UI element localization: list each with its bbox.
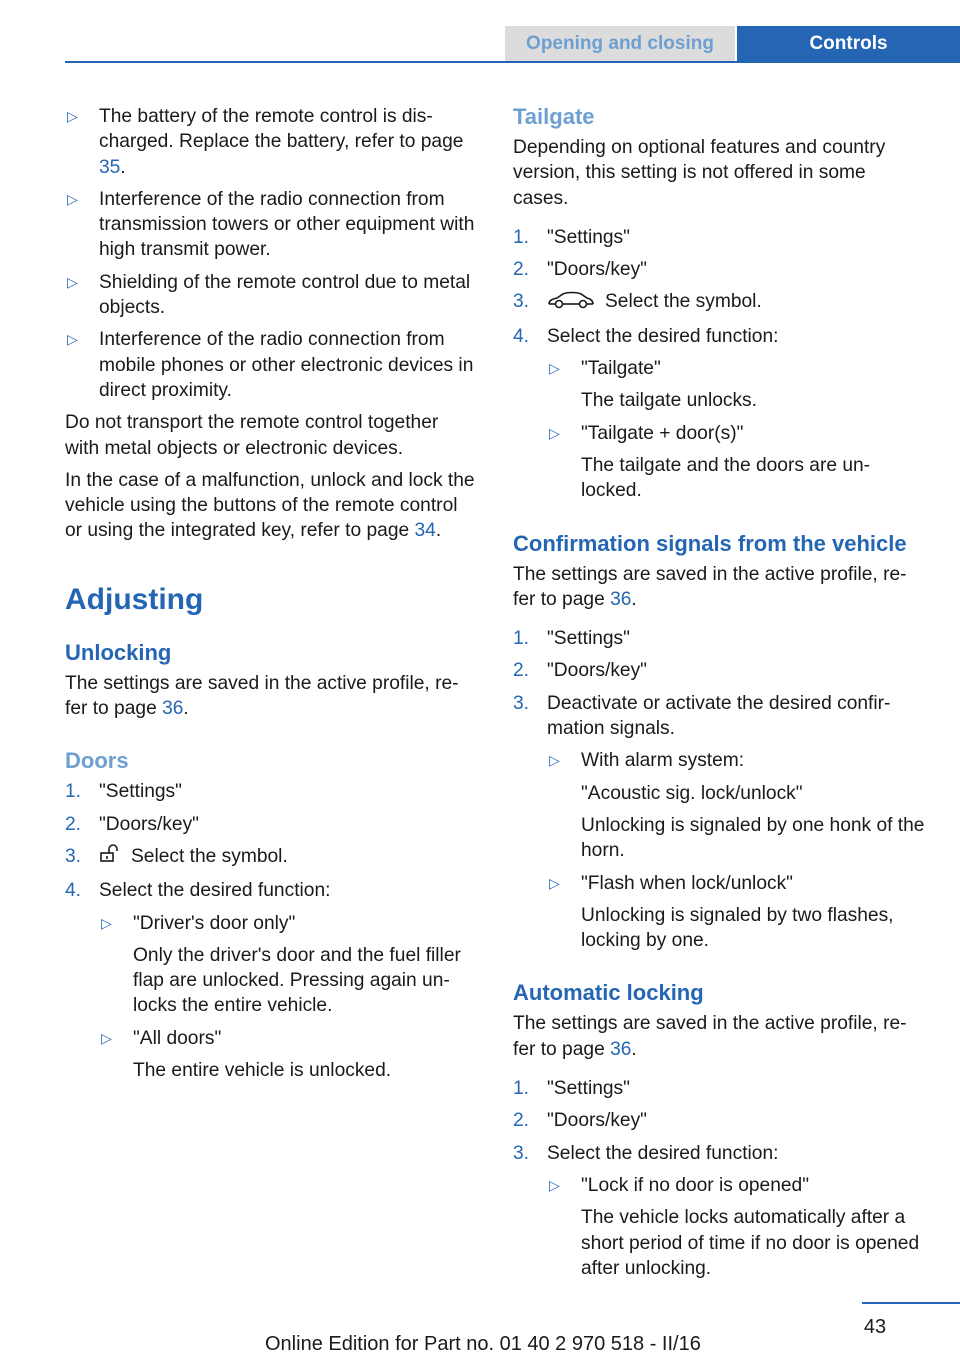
- step-item: [513, 1141, 925, 1166]
- paragraph-text: The settings are saved in the active profile, re-fer to page: [65, 672, 459, 720]
- sub-list: [547, 1173, 925, 1281]
- step-item: [513, 1108, 925, 1133]
- option-desc: Only the driver's door and the fuel filler flap are unlocked. Pressing again un-locks the entire vehicle.: [133, 944, 461, 1017]
- step-text: "Settings": [547, 628, 630, 650]
- paragraph: Do not transport the remote control together with metal objects or electronic devices.: [65, 412, 439, 459]
- step-text: Select the symbol.: [605, 291, 762, 313]
- paragraph: [513, 562, 925, 613]
- paragraph-tail: .: [435, 520, 442, 542]
- list-item: [99, 1026, 477, 1084]
- option-desc: The entire vehicle is unlocked.: [133, 1060, 392, 1082]
- step-number: 1.: [513, 628, 530, 650]
- left-column: [65, 104, 477, 1090]
- list-item: [65, 187, 477, 263]
- step-number: 4.: [513, 325, 530, 347]
- page-link[interactable]: 34: [414, 520, 436, 542]
- heading-unlocking: Unlocking: [65, 639, 172, 665]
- paragraph-tail: .: [631, 588, 637, 610]
- step-number: 3.: [513, 1142, 530, 1164]
- list-item: [547, 1173, 925, 1281]
- paragraph: [65, 468, 477, 544]
- bullet-marker: ▷: [549, 424, 560, 441]
- step-item: [513, 257, 925, 282]
- option-desc: Unlocking is signaled by one honk of the horn.: [581, 814, 925, 862]
- step-number: 2.: [513, 1110, 530, 1132]
- option-title: "Tailgate + door(s)": [581, 422, 744, 444]
- step-text: Select the symbol.: [131, 845, 288, 867]
- bullet-tail: .: [120, 156, 126, 178]
- step-text: Select the desired function:: [547, 1142, 779, 1164]
- option-title: "Tailgate": [581, 358, 661, 380]
- option-title: "Lock if no door is opened": [581, 1174, 810, 1196]
- step-item: [513, 289, 925, 316]
- step-item: [513, 324, 925, 349]
- step-number: 4.: [65, 880, 82, 902]
- option-desc: The tailgate unlocks.: [581, 390, 757, 412]
- step-item: [65, 844, 477, 871]
- step-number: 2.: [513, 660, 530, 682]
- step-number: 1.: [513, 1078, 530, 1100]
- sub-list: [547, 748, 925, 953]
- heading-confirmation-signals: Confirmation signals from the vehicle: [513, 530, 907, 556]
- page-link[interactable]: 36: [162, 698, 184, 720]
- list-item: [65, 270, 477, 321]
- step-number: 3.: [513, 291, 530, 313]
- sub-list: [547, 356, 925, 503]
- list-item: [547, 748, 925, 863]
- step-item: [513, 1076, 925, 1101]
- step-text: "Doors/key": [547, 259, 647, 281]
- heading-doors: Doors: [65, 748, 129, 774]
- step-item: [65, 779, 477, 804]
- paragraph-text: The settings are saved in the active profile, re-fer to page: [513, 1013, 907, 1060]
- step-text: "Settings": [547, 226, 630, 248]
- step-text: "Settings": [99, 781, 182, 803]
- step-item: [513, 691, 925, 742]
- option-title: "All doors": [133, 1027, 222, 1049]
- page-number: 43: [863, 1316, 887, 1338]
- heading-adjusting: Adjusting: [65, 582, 204, 616]
- paragraph-tail: .: [183, 698, 189, 720]
- option-value: "Acoustic sig. lock/unlock": [581, 782, 803, 804]
- option-desc: The vehicle locks automatically after a short period of time if no door is opened after unlocking.: [581, 1207, 920, 1279]
- bullet-marker: ▷: [549, 874, 560, 891]
- header-rule: [65, 61, 960, 63]
- bullet-marker: ▷: [549, 752, 560, 769]
- step-text: "Doors/key": [99, 813, 199, 835]
- step-item: [513, 658, 925, 683]
- bullet-marker: ▷: [101, 1029, 112, 1046]
- list-item: [99, 911, 477, 1019]
- bullet-marker: ▷: [549, 360, 560, 377]
- section-tab-controls[interactable]: Controls: [737, 26, 960, 62]
- step-item: [513, 626, 925, 651]
- step-number: 3.: [513, 692, 530, 714]
- page-link[interactable]: 36: [610, 1038, 632, 1060]
- list-item: [65, 104, 477, 180]
- footer-rule: [862, 1302, 960, 1304]
- door-unlock-icon: [99, 844, 123, 871]
- step-text: "Doors/key": [547, 1110, 647, 1132]
- step-text: Select the desired function:: [547, 325, 779, 347]
- step-item: [65, 878, 477, 903]
- section-tab-opening-closing[interactable]: Opening and closing: [505, 26, 735, 62]
- list-item: [547, 356, 925, 414]
- bullet-marker: ▷: [549, 1176, 560, 1193]
- step-text: "Doors/key": [547, 660, 647, 682]
- bullet-marker: ▷: [67, 108, 78, 124]
- paragraph: [65, 671, 477, 722]
- paragraph-text: In the case of a malfunction, unlock and lock the vehicle using the buttons of the remote control or using the integrated key, refer to page: [65, 469, 475, 542]
- bullet-text: The battery of the remote control is dis-charged. Replace the battery, refer to page: [99, 106, 464, 153]
- option-title: "Flash when lock/unlock": [581, 872, 793, 894]
- page-link[interactable]: 36: [610, 588, 632, 610]
- option-desc: The tailgate and the doors are un-locked.: [581, 454, 871, 502]
- list-item: [547, 421, 925, 504]
- paragraph-text: The settings are saved in the active profile, re-fer to page: [513, 563, 907, 610]
- page-link[interactable]: 35: [99, 156, 121, 178]
- step-item: [65, 812, 477, 837]
- car-icon: [547, 291, 595, 316]
- step-text: Deactivate or activate the desired confir-mation signals.: [547, 692, 891, 740]
- bullet-marker: ▷: [67, 190, 78, 207]
- paragraph: Depending on optional features and country version, this setting is not offered in some cases.: [513, 137, 886, 209]
- edition-footer: Online Edition for Part no. 01 40 2 970 518 - II/16: [265, 1333, 701, 1355]
- right-column: [513, 103, 925, 1288]
- bullet-marker: ▷: [101, 914, 112, 931]
- heading-automatic-locking: Automatic locking: [513, 980, 704, 1006]
- bullet-marker: ▷: [67, 273, 78, 290]
- bullet-text: Interference of the radio connection from transmission towers or other equipment with high transmit power.: [99, 188, 475, 261]
- sub-list: [99, 911, 477, 1084]
- heading-tailgate: Tailgate: [513, 104, 595, 129]
- list-item: [65, 327, 477, 403]
- step-number: 1.: [513, 226, 530, 248]
- bullet-marker: ▷: [67, 331, 78, 348]
- paragraph-tail: .: [631, 1038, 637, 1060]
- bullet-text: Interference of the radio connection from mobile phones or other electronic devices in direct proximity.: [99, 329, 474, 401]
- step-text: "Settings": [547, 1078, 630, 1100]
- step-number: 2.: [513, 259, 530, 281]
- step-item: [513, 225, 925, 250]
- step-number: 1.: [65, 781, 82, 803]
- option-title: With alarm system:: [581, 750, 745, 772]
- paragraph: [513, 1011, 925, 1062]
- step-number: 2.: [65, 813, 82, 835]
- option-desc: Unlocking is signaled by two flashes, locking by one.: [581, 904, 894, 952]
- step-number: 3.: [65, 845, 82, 867]
- step-text: Select the desired function:: [99, 880, 331, 902]
- bullet-text: Shielding of the remote control due to metal objects.: [99, 271, 471, 319]
- option-title: "Driver's door only": [133, 912, 296, 934]
- list-item: [547, 871, 925, 954]
